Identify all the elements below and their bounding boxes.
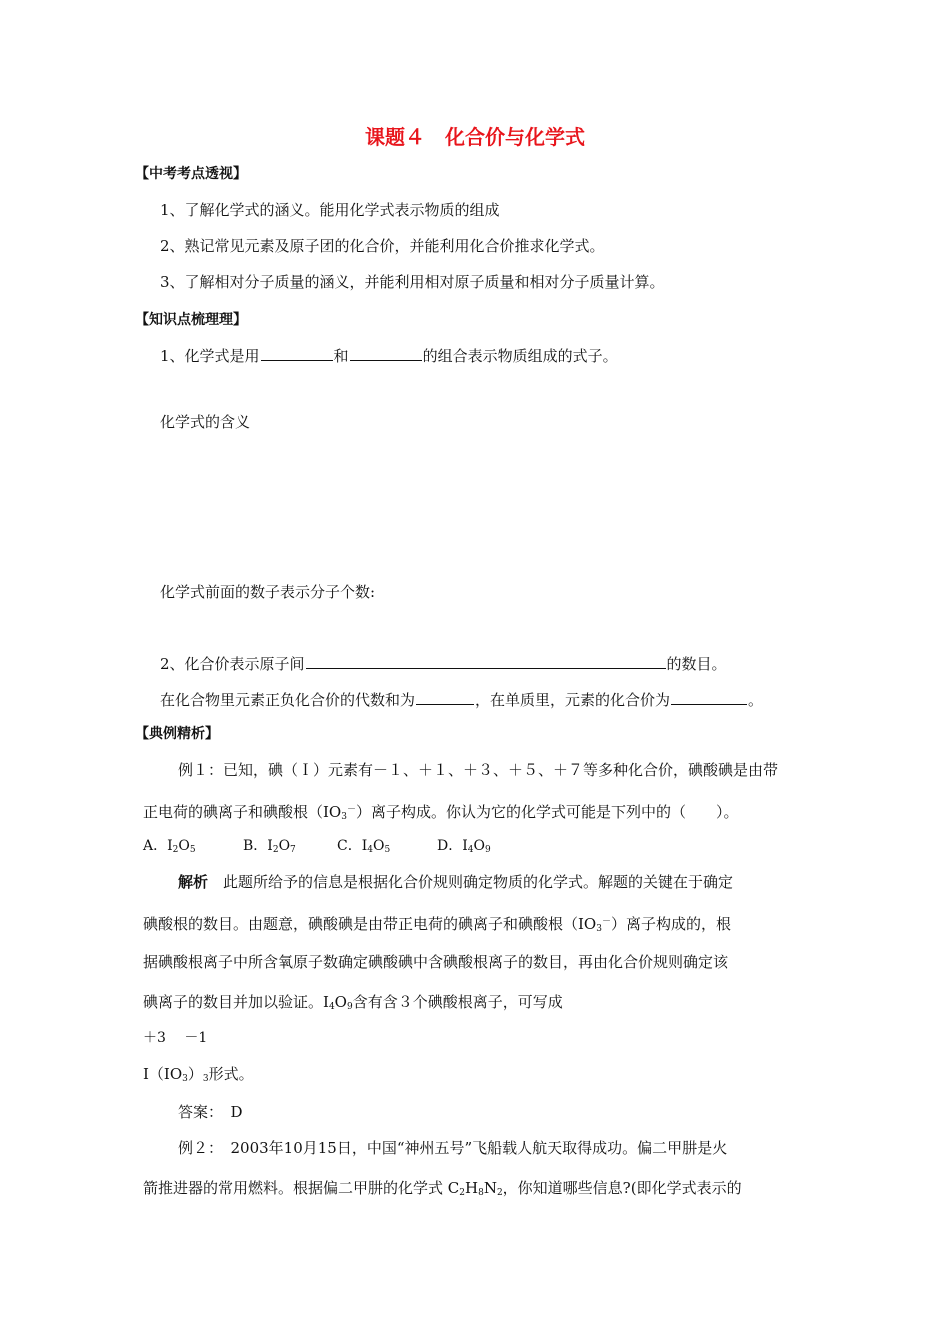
example-2-line: 箭推进器的常用燃料。根据偏二甲肼的化学式 $C_2H_8N_2$，你知道哪些信息?(即化学式表示的 <box>143 1179 742 1198</box>
section-heading-examples: 【典例精析】 <box>135 726 219 742</box>
analysis-line: 碘离子的数目并加以验证。$I_4O_9$含有含３个碘酸根离子，可写成 <box>143 993 563 1012</box>
list-item: 2、熟记常见元素及原子团的化合价，并能利用化合价推求化学式。 <box>160 237 605 255</box>
analysis-line: 碘酸根的数目。由题意，碘酸碘是由带正电荷的碘离子和碘酸根$(IO_3^-)$离子构成的，根 <box>143 915 731 934</box>
section-heading-knowledge: 【知识点梳理理】 <box>135 312 247 328</box>
answer-blank[interactable] <box>671 688 747 705</box>
answer-blank[interactable] <box>416 688 474 705</box>
formula-meaning-label: 化学式的含义 <box>160 413 251 431</box>
valence-annotation: ＋3 －1 <box>143 1030 208 1046</box>
option-b[interactable]: B．$I_2O_7$ <box>243 838 296 855</box>
fill-blank-question-2: 2、化合价表示原子间 的数目。 <box>160 652 727 674</box>
fill-blank-question-1: 1、化学式是用 和 的组合表示物质组成的式子。 <box>160 344 618 366</box>
option-c[interactable]: C．$I_4O_5$ <box>337 838 391 855</box>
formula-expression: $I(IO_3)_3$形式。 <box>143 1065 254 1084</box>
molecule-count-label: 化学式前面的数子表示分子个数: <box>160 583 376 601</box>
section-heading-exam-points: 【中考考点透视】 <box>135 166 247 182</box>
analysis-line: 据碘酸根离子中所含氧原子数确定碘酸碘中含碘酸根离子的数目，再由化合价规则确定该 <box>143 953 729 971</box>
option-a[interactable]: A．$I_2O_5$ <box>143 838 196 855</box>
fill-blank-question-3: 在化合物里元素正负化合价的代数和为 ，在单质里，元素的化合价为 。 <box>160 688 763 710</box>
example-1-line: 正电荷的碘离子和碘酸根$(IO_3^-)$离子构成。你认为它的化学式可能是下列中的（ ）。 <box>143 803 739 822</box>
list-item: 1、了解化学式的涵义。能用化学式表示物质的组成 <box>160 201 500 219</box>
option-d[interactable]: D．$I_4O_9$ <box>437 838 491 855</box>
list-item: 3、了解相对分子质量的涵义，并能利用相对原子质量和相对分子质量计算。 <box>160 273 665 291</box>
example-2-line: 例２： 2003年10月15日，中国“神州五号”飞船载人航天取得成功。偏二甲肼是火 <box>178 1139 728 1157</box>
answer-line: 答案： D <box>178 1103 243 1121</box>
answer-blank[interactable] <box>261 344 333 361</box>
analysis-line: 解析 此题所给予的信息是根据化合价规则确定物质的化学式。解题的关键在于确定 <box>178 873 734 891</box>
answer-blank[interactable] <box>306 652 666 669</box>
answer-blank[interactable] <box>350 344 422 361</box>
page-title: 课题４ 化合价与化学式 <box>365 125 585 149</box>
example-1-line: 例１：已知，碘（Ｉ）元素有－１、＋１、＋３、＋５、＋７等多种化合价，碘酸碘是由带 <box>178 761 779 779</box>
